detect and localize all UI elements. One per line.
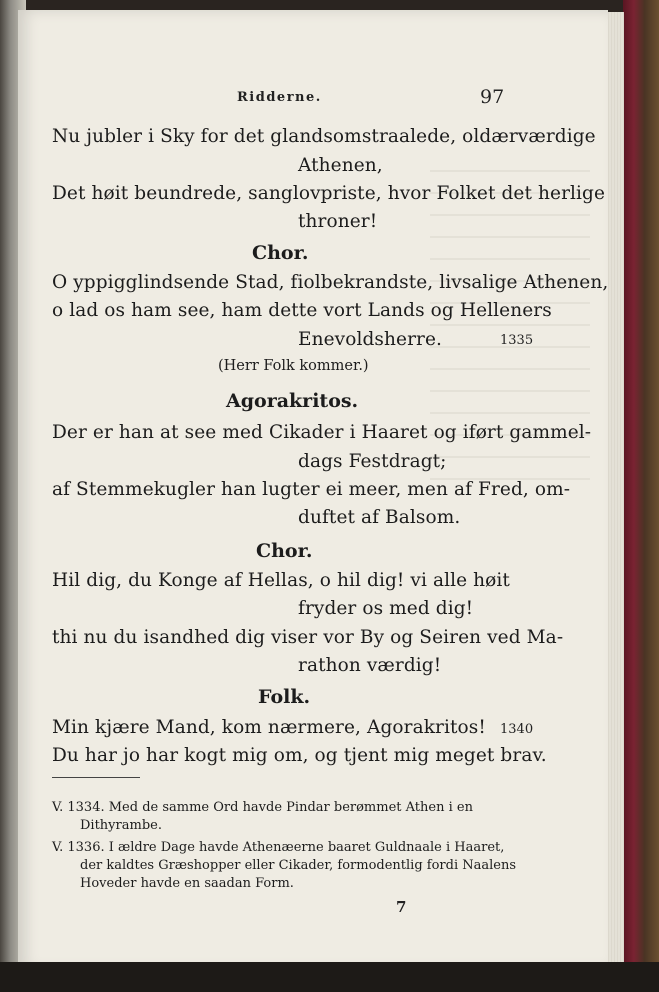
speaker-heading: Folk.	[258, 686, 311, 708]
book-cover-right	[623, 0, 659, 992]
background-strip	[0, 962, 659, 992]
verse-line: dags Festdragt;	[298, 451, 447, 472]
footnote-line: V. 1334. Med de samme Ord havde Pindar berømmet Athen i en	[52, 800, 473, 815]
verse-line: Du har jo har kogt mig om, og tjent mig meget brav.	[52, 745, 547, 766]
verse-line: rathon værdig!	[298, 655, 442, 676]
footnote-line: V. 1336. I ældre Dage havde Athenæerne baaret Guldnaale i Haaret,	[52, 840, 505, 855]
speaker-heading: Chor.	[256, 540, 313, 562]
verse-line: af Stemmekugler han lugter ei meer, men af Fred, om-	[52, 479, 571, 500]
verse-line: o lad os ham see, ham dette vort Lands og Helleners	[52, 300, 552, 321]
verse-line: throner!	[298, 211, 378, 232]
verse-line: Nu jubler i Sky for det glandsomstraalede, oldærværdige	[52, 126, 596, 147]
verse-line: Der er han at see med Cikader i Haaret og iført gammel-	[52, 422, 592, 443]
verse-line: thi nu du isandhed dig viser vor By og Seiren ved Ma-	[52, 627, 564, 648]
line-number: 1335	[500, 333, 534, 348]
footnote-line: der kaldtes Græshopper eller Cikader, formodentlig fordi Naalens	[80, 858, 517, 873]
verse-line: O yppigglindsende Stad, fiolbekrandste, livsalige Athenen,	[52, 272, 609, 293]
line-number: 1340	[500, 722, 534, 737]
verse-line: duftet af Balsom.	[298, 507, 461, 528]
footnote-line: Dithyrambe.	[80, 818, 162, 833]
signature-mark: 7	[396, 898, 407, 916]
speaker-heading: Chor.	[252, 242, 309, 264]
speaker-heading: Agorakritos.	[226, 390, 359, 412]
verse-line: Det høit beundrede, sanglovpriste, hvor Folket det herlige	[52, 183, 606, 204]
verse-line: Enevoldsherre.	[298, 329, 442, 350]
verse-line: Min kjære Mand, kom nærmere, Agorakritos!	[52, 717, 486, 738]
verse-line: Athenen,	[298, 155, 383, 176]
verse-line: fryder os med dig!	[298, 598, 474, 619]
page-number: 97	[480, 86, 505, 108]
verse-line: Hil dig, du Konge af Hellas, o hil dig! vi alle høit	[52, 570, 510, 591]
running-head: Ridderne.	[237, 90, 322, 105]
stage-direction: (Herr Folk kommer.)	[218, 358, 369, 374]
footnote-rule	[52, 777, 140, 778]
footnote-line: Hoveder havde en saadan Form.	[80, 876, 294, 891]
